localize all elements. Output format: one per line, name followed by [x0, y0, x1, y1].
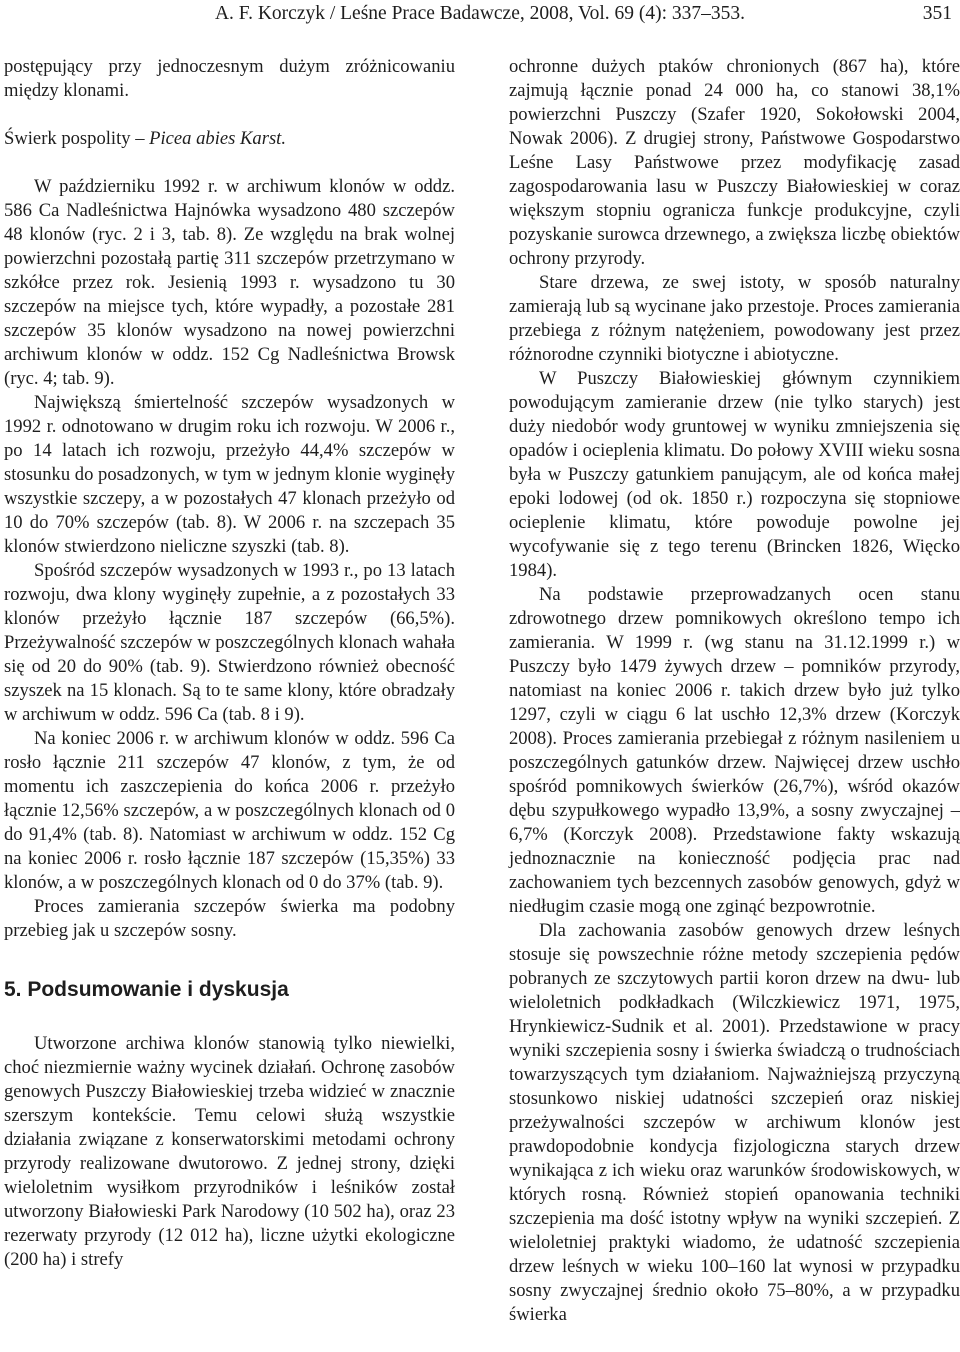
paragraph: ochronne dużych ptaków chronionych (867 ha), które zajmują łącznie ponad 24 000 ha, co stanowi 38,1% powierzchni Puszczy (Szafer 1920, Sokołowski 2004, Nowak 2006). Z drugiej strony, Państwowe Gospodarstwo Leśne Lasy Państwowe przez modyfikację zasad zagospodarowania lasu w Puszczy Białowieskiej w coraz większym stopniu ogranicza funkcje produkcyjne, czyli pozyskanie surowca drzewnego, a zwiększa liczbę obiektów ochrony przyrody.	[509, 56, 960, 269]
page-number: 351	[922, 3, 952, 24]
running-title: A. F. Korczyk / Leśne Prace Badawcze, 2008, Vol. 69 (4): 337–353.	[214, 3, 746, 24]
species-name: Świerk pospolity –	[4, 128, 150, 149]
paragraph: Spośród szczepów wysadzonych w 1993 r., po 13 latach rozwoju, dwa klony wyginęły zupełnie, a z pozostałych 33 klonów przeżyło łącznie 187 szczepów (66,5%). Przeżywalność szczepów w poszczególnych klonach wahała się od 20 do 90% (tab. 9). Stwierdzono również obecność szyszek na 15 klonach. Są to te same klony, które obradzały w archiwum w oddz. 596 Ca (tab. 8 i 9).	[4, 560, 455, 725]
section-heading: 5. Podsumowanie i dyskusja	[4, 978, 289, 1001]
paragraph: postępujący przy jednoczesnym dużym zróżnicowaniu między klonami.	[4, 56, 455, 101]
paragraph: W październiku 1992 r. w archiwum klonów w oddz. 586 Ca Nadleśnictwa Hajnówka wysadzono 480 szczepów 48 klonów (ryc. 2 i 3, tab. 8). Ze względu na brak wolnej powierzchni pozostałą partię 311 szczepów przetrzymano w szkółce przez rok. Jesienią 1993 r. wysadzono tu 30 szczepów na miejsce tych, które wypadły, a pozostałe 281 szczepów 35 klonów wysadzono na nowej powierzchni archiwum klonów w oddz. 152 Cg Nadleśnictwa Browsk (ryc. 4; tab. 9).	[4, 176, 455, 389]
right-column	[509, 55, 960, 1327]
paragraph: Dla zachowania zasobów genowych drzew leśnych stosuje się powszechnie różne metody szczepienia pędów pobranych ze szczytowych partii koron drzew na dwu- lub wieloletnich podkładkach (Wilczkiewicz 1971, 1975, Hrynkiewicz-Sudnik et al. 2001). Przedstawione w pracy wyniki szczepienia sosny i świerka świadczą o trudnościach towarzyszących tym działaniom. Najważniejszą przyczyną stosunkowo niskiej udatności szczepień oraz niskiej przeżywalności szczepów w archiwum klonów jest prawdopodobnie kondycja fizjologiczna starych drzew wynikająca z ich wieku oraz warunków środowiskowych, w których rosną. Również stopień opanowania techniki szczepienia ma dość istotny wpływ na wyniki szczepień. Z wieloletniej praktyki wiadomo, że udatność szczepienia drzew leśnych w wieku 100–160 lat wynosi w przypadku sosny zwyczajnej średnio około 75–80%, a w przypadku świerka	[509, 920, 960, 1325]
paragraph: Na koniec 2006 r. w archiwum klonów w oddz. 596 Ca rosło łącznie 211 szczepów 47 klonów, z tym, że od momentu ich zaszczepienia do końca 2006 r. przeżyło łącznie 12,56% szczepów, a w poszczególnych klonach od 0 do 91,4% (tab. 8). Natomiast w archiwum w oddz. 152 Cg na koniec 2006 r. rosło łącznie 187 szczepów (15,35%) 33 klonów, a w poszczególnych klonach od 0 do 37% (tab. 9).	[4, 728, 455, 893]
species-subheading	[4, 127, 455, 151]
running-header	[0, 0, 960, 30]
species-latin-name: Picea abies Karst.	[149, 128, 286, 149]
paragraph: Największą śmiertelność szczepów wysadzonych w 1992 r. odnotowano w drugim roku ich rozwoju. W 2006 r., po 14 latach ich rozwoju, przeżyło 44,4% szczepów w stosunku do posadzonych, w tym w jednym klonie wyginęły wszystkie szczepy, a w pozostałych 47 klonach przeżyło od 10 do 70% szczepów (tab. 8). W 2006 r. na szczepach 35 klonów stwierdzono nieliczne szyszki (tab. 8).	[4, 392, 455, 557]
paragraph: Stare drzewa, ze swej istoty, w sposób naturalny zamierają lub są wycinane jako przestoje. Proces zamierania przebiega z różnym natężeniem, powodowany jest przez różnorodne czynniki biotyczne i abiotyczne.	[509, 272, 960, 365]
paragraph: W Puszczy Białowieskiej głównym czynnikiem powodującym zamieranie drzew (nie tylko starych) jest duży niedobór wody gruntowej w wyniku zmniejszenia się opadów i ocieplenia klimatu. Do połowy XVIII wieku sosna była w Puszczy gatunkiem panującym, ale od końca małej epoki lodowej (od ok. 1850 r.) rozpoczyna się stopniowe ocieplenie klimatu, które powoduje powolne jej wycofywanie się z tego terenu (Brincken 1826, Więcko 1984).	[509, 368, 960, 581]
paragraph: Utworzone archiwa klonów stanowią tylko niewielki, choć niezmiernie ważny wycinek działań. Ochronę zasobów genowych Puszczy Białowieskiej trzeba widzieć w znacznie szerszym kontekście. Temu celowi służą wszystkie działania związane z konserwatorskimi metodami ochrony przyrody realizowane dwutorowo. Z jednej strony, dzięki wieloletnim wysiłkom przyrodników i leśników został utworzony Białowieski Park Narodowy (10 502 ha), oraz 23 rezerwaty przyrody (12 012 ha), liczne użytki ekologiczne (200 ha) i strefy	[4, 1033, 455, 1270]
paragraph: Proces zamierania szczepów świerka ma podobny przebieg jak u szczepów sosny.	[4, 896, 455, 941]
paragraph: Na podstawie przeprowadzanych ocen stanu zdrowotnego drzew pomnikowych określono tempo ich zamierania. W 1999 r. (wg stanu na 31.12.1999 r.) w Puszczy było 1479 żywych drzew – pomników przyrody, natomiast na koniec 2006 r. takich drzew było już tylko 1297, czyli w ciągu 6 lat uschło 12,3% drzew (Korczyk 2008). Proces zamierania przebiegał z różnym nasileniem u poszczególnych gatunków drzew. Najwięcej drzew uschło spośród pomnikowych świerków (26,7%), wśród okazów dębu szypułkowego wypadło 13,9%, a sosny zwyczajnej – 6,7% (Korczyk 2008). Przedstawione fakty wskazują jednoznacznie na konieczność podjęcia prac nad zachowaniem tych bezcennych zasobów genowych, gdyż w niedługim czasie mogą one zginąć bezpowrotnie.	[509, 584, 960, 917]
left-column	[4, 55, 455, 1272]
